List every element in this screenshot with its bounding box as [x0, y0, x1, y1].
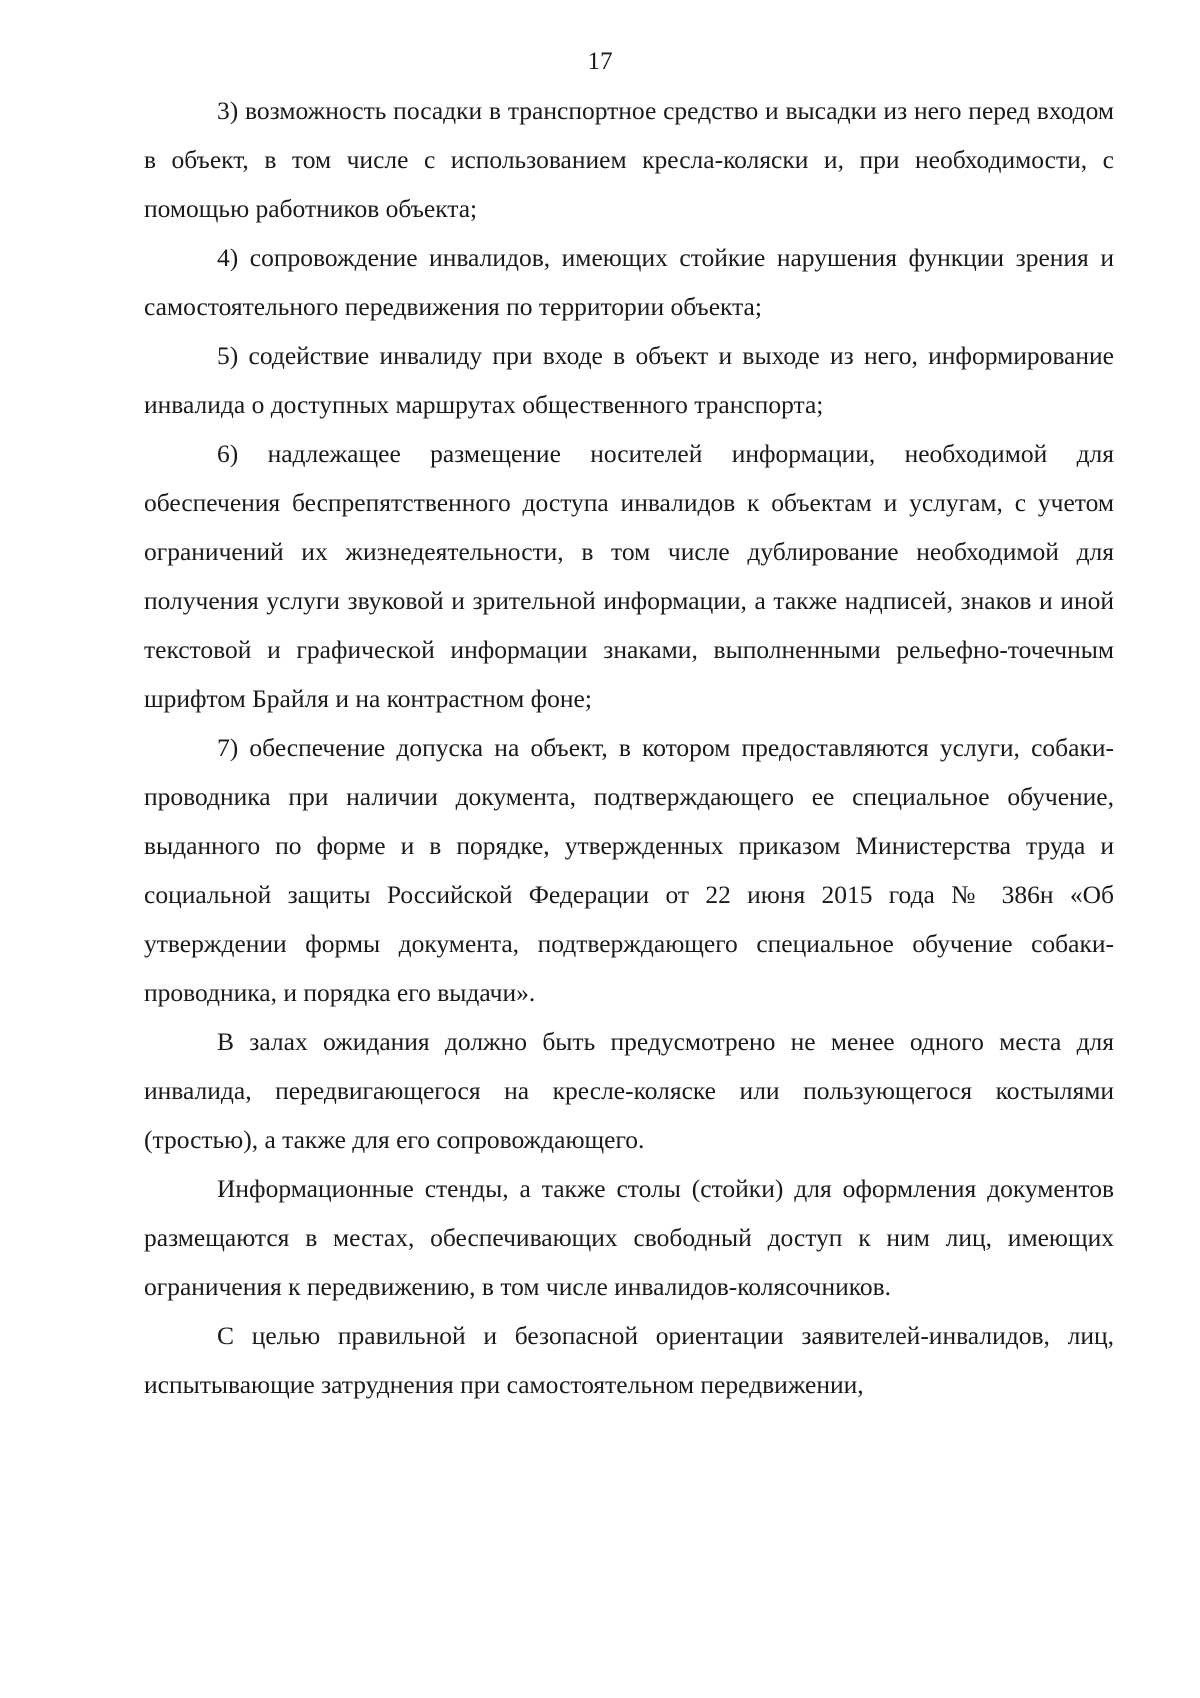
paragraph-orientation: С целью правильной и безопасной ориентации заявителей-инвалидов, лиц, испытывающие затруднения при самостоятельном передвижении,: [144, 1321, 1114, 1399]
paragraph-item-6: 6) надлежащее размещение носителей информации, необходимой для обеспечения беспрепятственного доступа инвалидов к объектам и услугам, с учетом ограничений их жизнедеятельности, в том числе дублирование необходимой для получения услуги звуковой и зрительной информации, а также надписей, знаков и иной текстовой и графической информации знаками, выполненными рельефно-точечным шрифтом Брайля и на контрастном фоне;: [144, 439, 1114, 713]
paragraph-information-stands: Информационные стенды, а также столы (стойки) для оформления документов размещаются в местах, обеспечивающих свободный доступ к ним лиц, имеющих ограничения к передвижению, в том числе инвалидов-колясочников.: [144, 1174, 1114, 1301]
paragraph-item-7: 7) обеспечение допуска на объект, в котором предоставляются услуги, собаки-проводника при наличии документа, подтверждающего ее специальное обучение, выданного по форме и в порядке, утвержденных приказом Министерства труда и социальной защиты Российской Федерации от 22 июня 2015 года № 386н «Об утверждении формы документа, подтверждающего специальное обучение собаки-проводника, и порядка его выдачи».: [144, 733, 1114, 1007]
page-number: 17: [587, 48, 613, 75]
paragraph-waiting-halls: В залах ожидания должно быть предусмотрено не менее одного места для инвалида, передвигающегося на кресле-коляске или пользующегося костылями (тростью), а также для его сопровождающего.: [144, 1027, 1114, 1154]
paragraph-item-4: 4) сопровождение инвалидов, имеющих стойкие нарушения функции зрения и самостоятельного передвижения по территории объекта;: [144, 243, 1114, 321]
paragraph-item-5: 5) содействие инвалиду при входе в объект и выходе из него, информирование инвалида о доступных маршрутах общественного транспорта;: [144, 341, 1114, 419]
document-body: [144, 86, 1114, 1409]
paragraph-item-3: 3) возможность посадки в транспортное средство и высадки из него перед входом в объект, в том числе с использованием кресла-коляски и, при необходимости, с помощью работников объекта;: [144, 96, 1114, 223]
